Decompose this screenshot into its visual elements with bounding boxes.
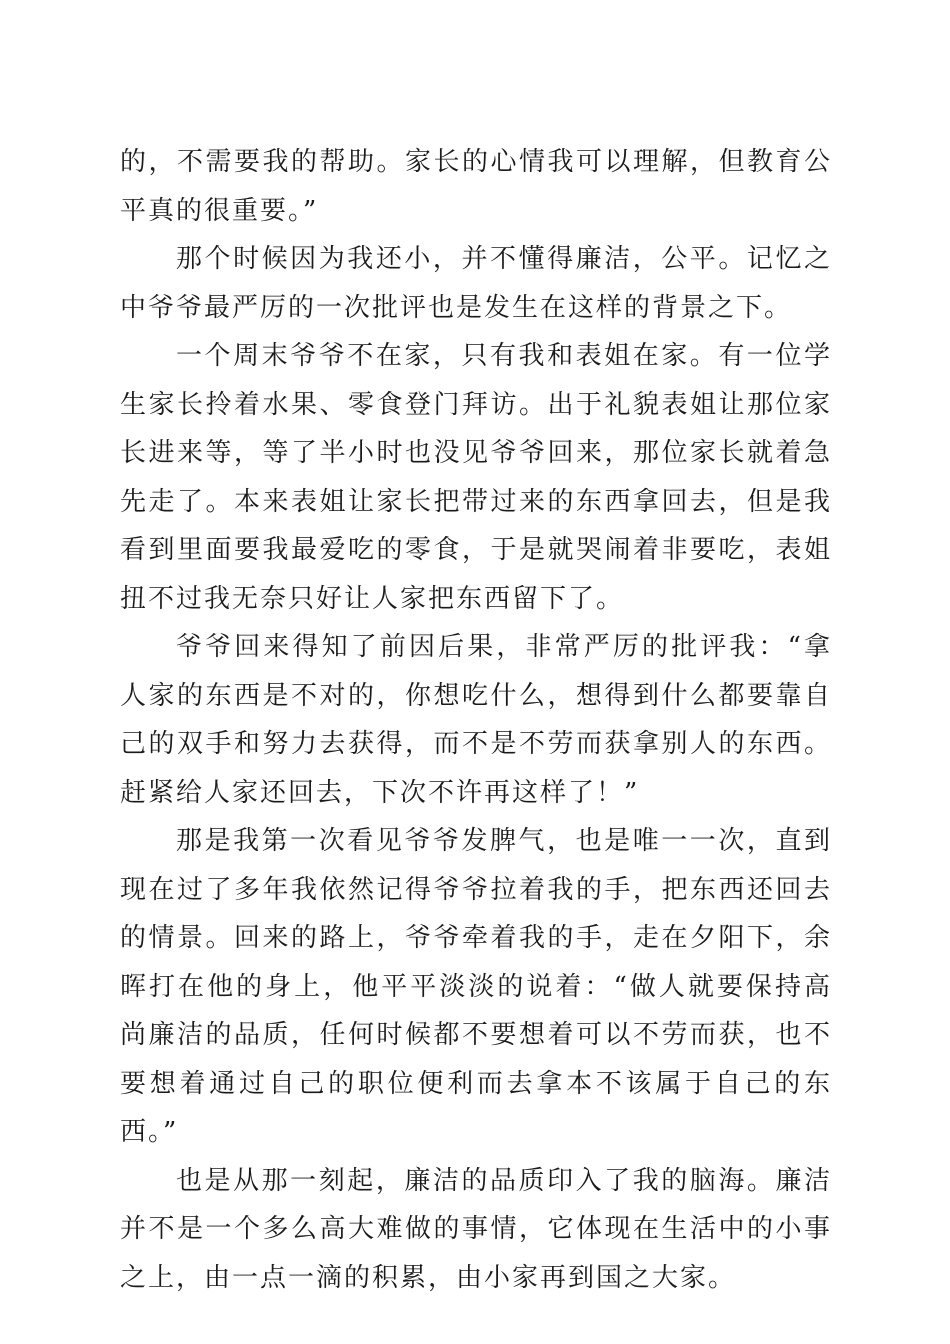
paragraph-3: 一个周末爷爷不在家，只有我和表姐在家。有一位学生家长拎着水果、零食登门拜访。出于礼貌表姐让那位家长进来等，等了半小时也没见爷爷回来，那位家长就着急先走了。本来表姐让家长把带过来的东西拿回去，但是我看到里面要我最爱吃的零食，于是就哭闹着非要吃，表姐扭不过我无奈只好让人家把东西留下了。 — [120, 341, 832, 614]
document-body — [120, 138, 832, 1302]
paragraph-4: 爷爷回来得知了前因后果，非常严厉的批评我：“拿人家的东西是不对的，你想吃什么，想得到什么都要靠自己的双手和努力去获得，而不是不劳而获拿别人的东西。赶紧给人家还回去，下次不许再这样了！” — [120, 632, 832, 808]
paragraph-1: 的，不需要我的帮助。家长的心情我可以理解，但教育公平真的很重要。” — [120, 147, 832, 226]
paragraph-6: 也是从那一刻起，廉洁的品质印入了我的脑海。廉洁并不是一个多么高大难做的事情，它体现在生活中的小事之上，由一点一滴的积累，由小家再到国之大家。 — [120, 1165, 832, 1293]
paragraph-2: 那个时候因为我还小，并不懂得廉洁，公平。记忆之中爷爷最严厉的一次批评也是发生在这样的背景之下。 — [120, 244, 832, 323]
paragraph-5: 那是我第一次看见爷爷发脾气，也是唯一一次，直到现在过了多年我依然记得爷爷拉着我的手，把东西还回去的情景。回来的路上，爷爷牵着我的手，走在夕阳下，余晖打在他的身上，他平平淡淡的说着：“做人就要保持高尚廉洁的品质，任何时候都不要想着可以不劳而获，也不要想着通过自己的职位便利而去拿本不该属于自己的东西。” — [120, 826, 832, 1147]
